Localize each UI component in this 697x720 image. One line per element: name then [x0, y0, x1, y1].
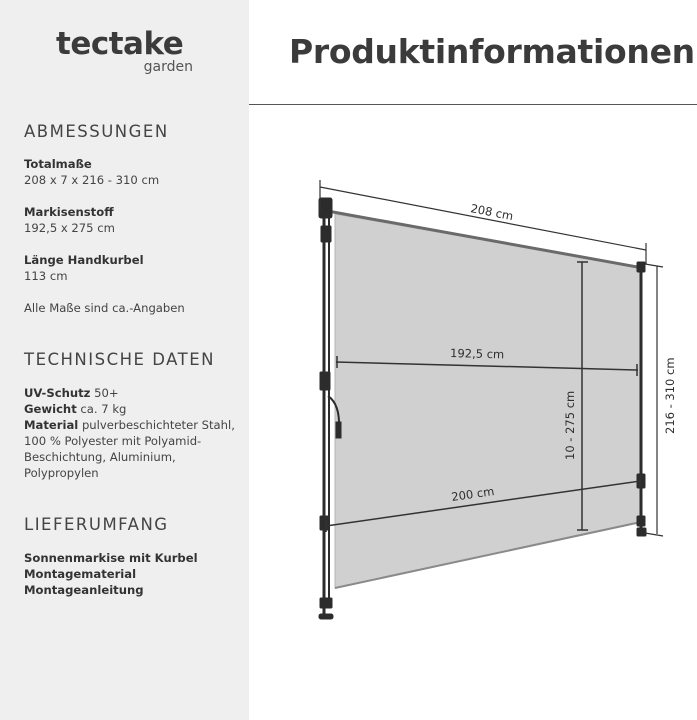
- spec-label: Markisenstoff: [24, 205, 114, 219]
- label-top-width: 208 cm: [469, 201, 515, 224]
- uv-label: UV-Schutz: [24, 386, 91, 400]
- technical-specs: [24, 385, 239, 481]
- label-fabric-width: 192,5 cm: [449, 346, 505, 362]
- spec-label: Totalmaße: [24, 157, 92, 171]
- delivery-list: [24, 550, 239, 598]
- delivery-item: Sonnenmarkise mit Kurbel: [24, 551, 198, 565]
- uv-value: 50+: [94, 386, 119, 400]
- brand-name: tectake: [56, 26, 184, 62]
- spec-crank-length: [24, 252, 239, 284]
- spec-total-dimensions: [24, 156, 239, 188]
- section-title-technical: TECHNISCHE DATEN: [24, 350, 215, 369]
- brand-sub: garden: [143, 59, 193, 75]
- weight-value: ca. 7 kg: [80, 402, 127, 416]
- spec-value: 113 cm: [24, 269, 68, 283]
- label-fabric-height: 10 - 275 cm: [563, 390, 577, 460]
- spec-value: 208 x 7 x 216 - 310 cm: [24, 173, 160, 187]
- dimension-total-height: [645, 264, 663, 536]
- delivery-item: Montageanleitung: [24, 583, 144, 597]
- delivery-item: Montagematerial: [24, 567, 137, 581]
- awning-diagram: [249, 105, 697, 720]
- material-label: Material: [24, 418, 79, 432]
- material-value: pulverbeschichteter Stahl, 100 % Polyester mit Polyamid-Beschichtung, Aluminium, Polypropylen: [24, 418, 235, 480]
- weight-label: Gewicht: [24, 402, 77, 416]
- spec-label: Länge Handkurbel: [24, 253, 144, 267]
- brand-logo: [56, 26, 196, 74]
- left-pole: [319, 198, 333, 619]
- spec-value: 192,5 x 275 cm: [24, 221, 115, 235]
- spec-fabric-dimensions: [24, 204, 239, 236]
- page-title: Produktinformationen: [289, 32, 695, 71]
- dimensions-note: Alle Maße sind ca.-Angaben: [24, 301, 185, 315]
- sidebar: [0, 0, 249, 720]
- label-bottom-width: 200 cm: [450, 484, 496, 504]
- label-total-height: 216 - 310 cm: [663, 357, 677, 434]
- section-title-dimensions: ABMESSUNGEN: [24, 122, 169, 141]
- section-title-delivery: LIEFERUMFANG: [24, 515, 169, 534]
